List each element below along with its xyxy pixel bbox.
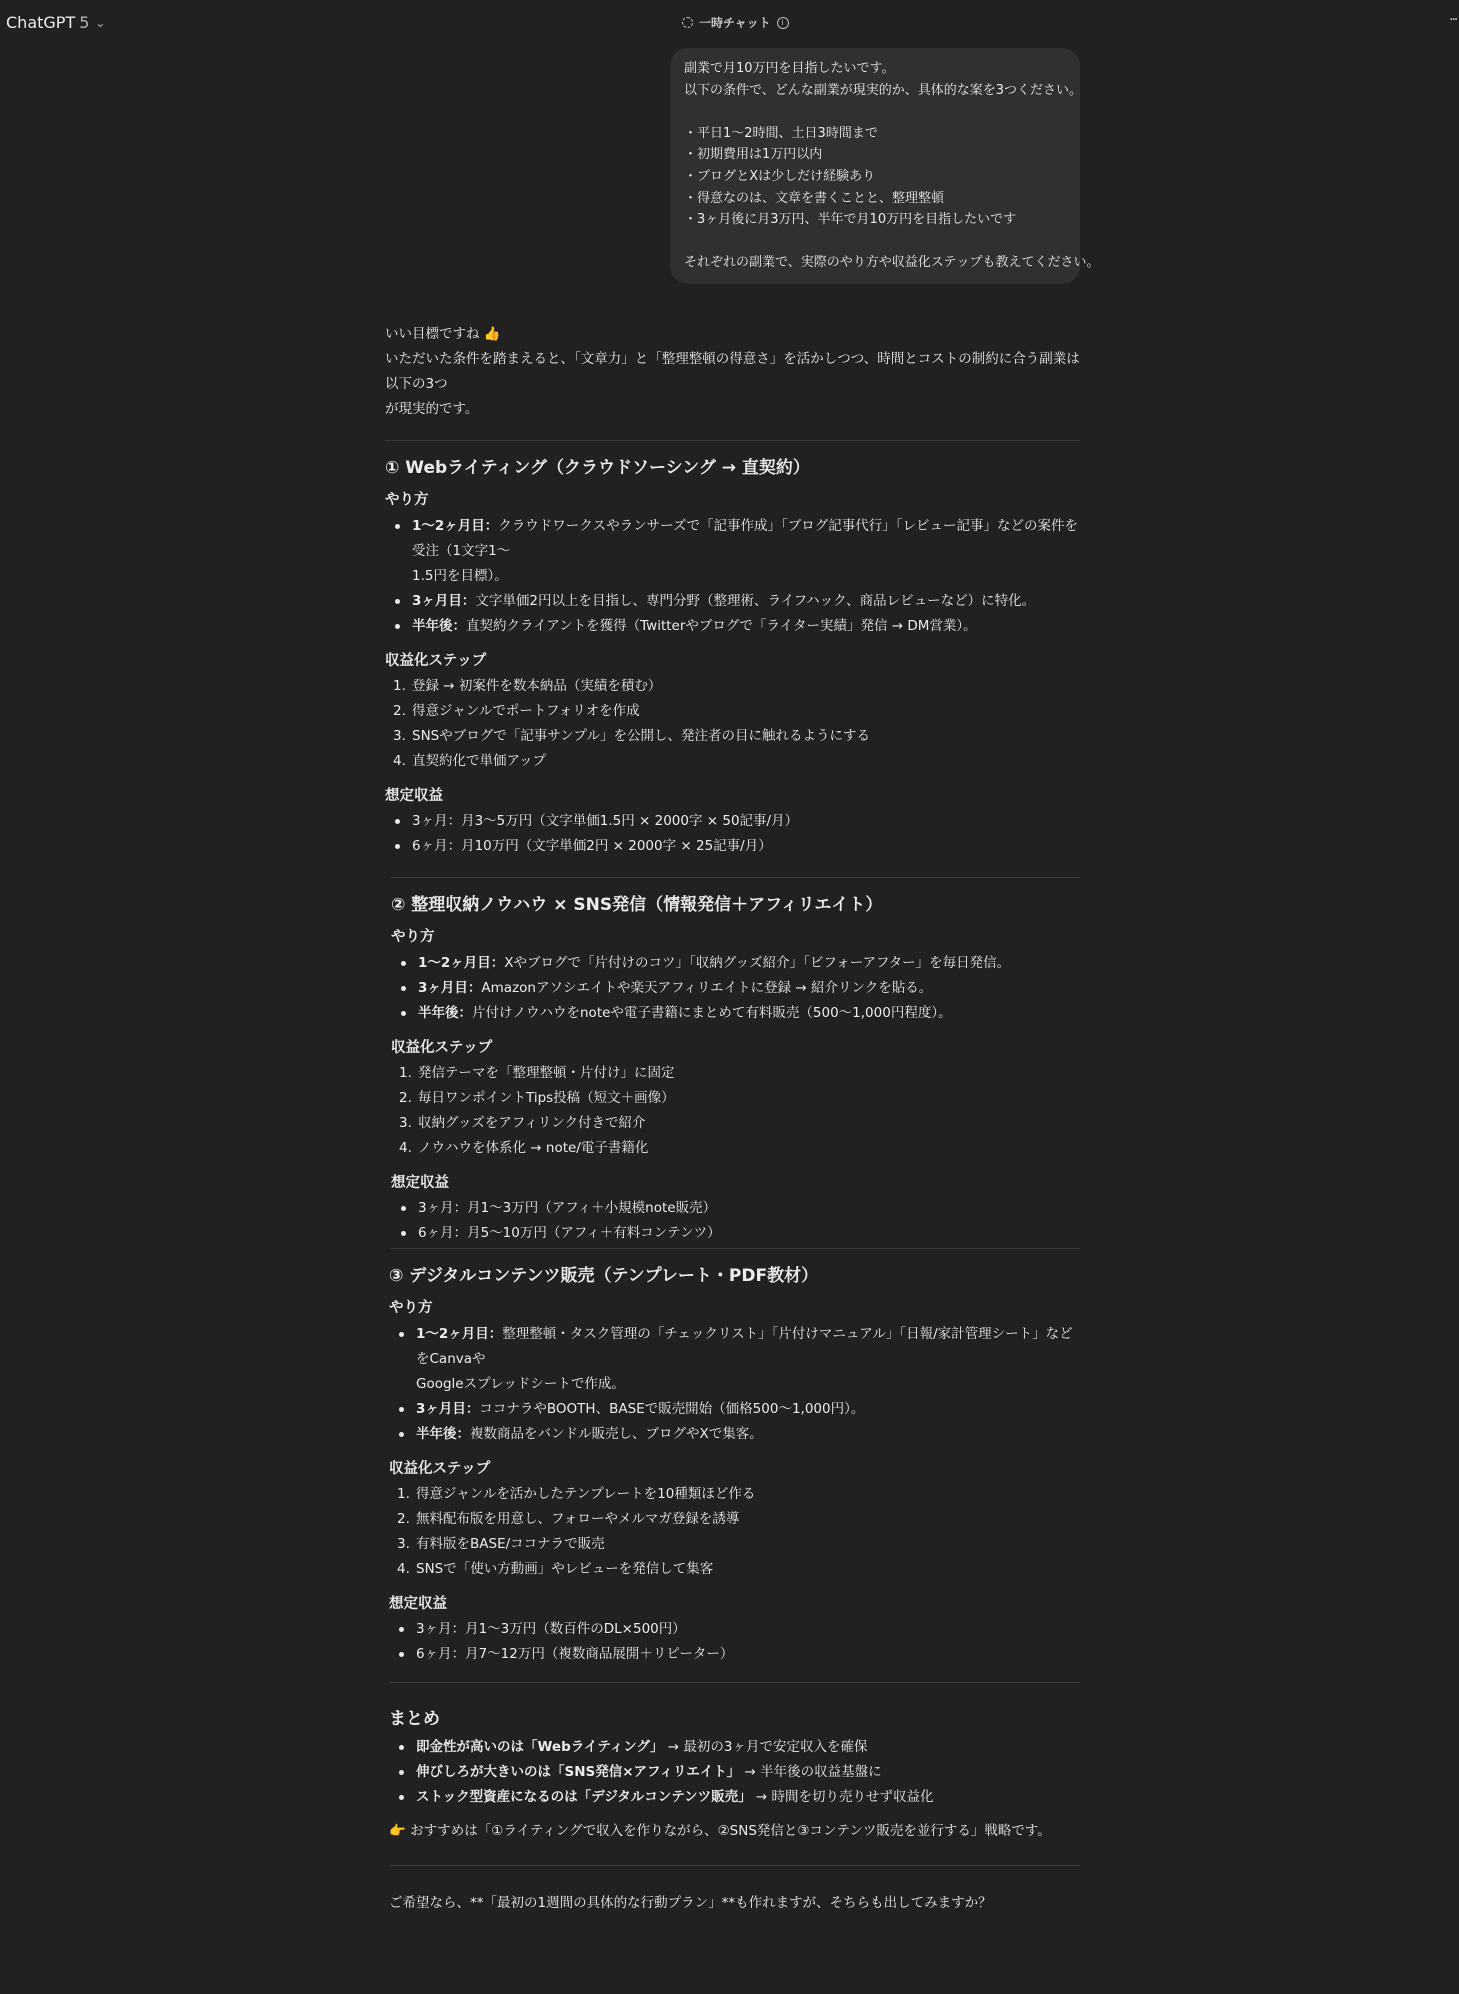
list-item: 半年後：直契約クライアントを獲得（Twitterやブログで「ライター実績」発信 → DM営業）。 [385, 614, 1080, 639]
list-item: 1〜2ヶ月目：クラウドワークスやランサーズで「記事作成」「ブログ記事代行」「レビュー記事」などの案件を受注（1文字1〜 1.5円を目標）。 [385, 514, 1080, 589]
list-item: ストック型資産になるのは「デジタルコンテンツ販売」 → 時間を切り売りせず収益化 [389, 1785, 1080, 1810]
user-message-line: ・平日1〜2時間、土日3時間まで [684, 125, 878, 141]
list-item: 3. 収納グッズをアフィリンク付きで紹介 [399, 1115, 646, 1131]
subsection-title: 想定収益 [385, 788, 443, 804]
model-version: 5 [79, 13, 90, 32]
divider [385, 440, 1080, 441]
list-item: 即金性が高いのは「Webライティング」 → 最初の3ヶ月で安定収入を確保 [389, 1735, 1080, 1760]
section-sns [391, 893, 1080, 1246]
list-item: 1. 得意ジャンルを活かしたテンプレートを10種類ほど作る [397, 1486, 756, 1502]
list-item: 2. 毎日ワンポイントTips投稿（短文＋画像） [399, 1090, 675, 1106]
list-item: 3ヶ月：月1〜3万円（アフィ＋小規模note販売） [391, 1196, 1080, 1221]
subsection-title: やり方 [385, 492, 429, 508]
subsection-title: 収益化ステップ [385, 653, 487, 669]
section-digital-content [389, 1264, 1080, 1667]
list-item: 6ヶ月：月7〜12万円（複数商品展開＋リピーター） [389, 1642, 1080, 1667]
list-item: 半年後：複数商品をバンドル販売し、ブログやXで集客。 [389, 1422, 1080, 1447]
user-message-line: それぞれの副業で、実際のやり方や収益化ステップも教えてください。 [684, 255, 1100, 271]
list-item: 4. ノウハウを体系化 → note/電子書籍化 [399, 1140, 649, 1156]
info-icon[interactable]: i [777, 17, 789, 29]
divider [389, 1865, 1080, 1866]
subsection-title: やり方 [391, 929, 435, 945]
list-item: 3. SNSやブログで「記事サンプル」を公開し、発注者の目に触れるようにする [393, 728, 871, 744]
user-message [670, 48, 1100, 284]
subsection-title: 収益化ステップ [391, 1040, 493, 1056]
list-item: 6ヶ月：月5〜10万円（アフィ＋有料コンテンツ） [391, 1221, 1080, 1246]
list-item: 伸びしろが大きいのは「SNS発信×アフィリエイト」 → 半年後の収益基盤に [389, 1760, 1080, 1785]
user-message-line: ・3ヶ月後に月3万円、半年で月10万円を目指したいです [684, 212, 1017, 228]
intro-text: いただいた条件を踏まえると、「文章力」と「整理整頓の得意さ」を活かしつつ、時間とコストの制約に合う副業は以下の3つ [385, 351, 1080, 392]
list-item: 4. 直契約化で単価アップ [393, 753, 547, 769]
list-item: 2. 無料配布版を用意し、フォローやメルマガ登録を誘導 [397, 1511, 740, 1527]
user-message-line: ・ブログとXは少しだけ経験あり [684, 168, 876, 184]
model-name: ChatGPT [6, 13, 76, 32]
subsection-title: 想定収益 [389, 1596, 447, 1612]
divider [389, 1682, 1080, 1683]
section-title: ③ デジタルコンテンツ販売（テンプレート・PDF教材） [389, 1266, 819, 1286]
divider [391, 877, 1080, 878]
temporary-chat-icon [682, 17, 693, 28]
user-message-line: ・初期費用は1万円以内 [684, 147, 823, 163]
section-web-writing [385, 456, 1080, 859]
user-message-line: ・得意なのは、文章を書くことと、整理整頓 [684, 190, 945, 206]
list-item: 6ヶ月：月10万円（文字単価2円 × 2000字 × 25記事/月） [385, 834, 1080, 859]
model-selector[interactable] [6, 13, 105, 32]
user-message-line: 副業で月10万円を目指したいです。 [684, 61, 895, 76]
subsection-title: 想定収益 [391, 1175, 449, 1191]
list-item: 3ヶ月：月3〜5万円（文字単価1.5円 × 2000字 × 50記事/月） [385, 809, 1080, 834]
list-item: 3ヶ月目：文字単価2円以上を目指し、専門分野（整理術、ライフハック、商品レビューなど）に特化。 [385, 589, 1080, 614]
list-item: 1. 発信テーマを「整理整頓・片付け」に固定 [399, 1065, 675, 1081]
top-bar [0, 0, 1459, 46]
more-options-icon[interactable]: ··· [1449, 12, 1457, 28]
list-item: 1. 登録 → 初案件を数本納品（実績を積む） [393, 678, 662, 694]
list-item: 3. 有料版をBASE/ココナラで販売 [397, 1536, 605, 1552]
list-item: 1〜2ヶ月目：整理整頓・タスク管理の「チェックリスト」「片付けマニュアル」「日報/家計管理シート」などをCanvaや Googleスプレッドシートで作成。 [389, 1322, 1080, 1397]
recommendation: 👉 おすすめは「①ライティングで収入を作りながら、②SNS発信と③コンテンツ販売を並行する」戦略です。 [389, 1823, 1051, 1839]
section-summary [389, 1707, 1080, 1844]
intro-greeting: いい目標ですね 👍 [385, 326, 501, 342]
list-item: 3ヶ月目：Amazonアソシエイトや楽天アフィリエイトに登録 → 紹介リンクを貼る。 [391, 976, 1080, 1001]
chevron-down-icon: ⌄ [95, 15, 106, 30]
list-item: 半年後：片付けノウハウをnoteや電子書籍にまとめて有料販売（500〜1,000円程度）。 [391, 1001, 1080, 1026]
divider [391, 1248, 1080, 1249]
assistant-message [385, 322, 1080, 1916]
list-item: 1〜2ヶ月目：Xやブログで「片付けのコツ」「収納グッズ紹介」「ビフォーアフター」を毎日発信。 [391, 951, 1080, 976]
list-item: 3ヶ月：月1〜3万円（数百件のDL×500円） [389, 1617, 1080, 1642]
intro-text: が現実的です。 [385, 401, 479, 417]
section-title: ① Webライティング（クラウドソーシング → 直契約） [385, 458, 810, 478]
closing-question: ご希望なら、**「最初の1週間の具体的な行動プラン」**も作れますが、そちらも出してみますか？ [389, 1895, 992, 1911]
list-item: 4. SNSで「使い方動画」やレビューを発信して集客 [397, 1561, 714, 1577]
list-item: 2. 得意ジャンルでポートフォリオを作成 [393, 703, 640, 719]
subsection-title: 収益化ステップ [389, 1461, 491, 1477]
list-item: 3ヶ月目：ココナラやBOOTH、BASEで販売開始（価格500〜1,000円）。 [389, 1397, 1080, 1422]
subsection-title: やり方 [389, 1300, 433, 1316]
temporary-chat-label: 一時チャット [699, 16, 771, 30]
temporary-chat-indicator [682, 14, 789, 31]
section-title: ② 整理収納ノウハウ × SNS発信（情報発信＋アフィリエイト） [391, 895, 883, 915]
user-message-line: 以下の条件で、どんな副業が現実的か、具体的な案を3つください。 [684, 82, 1083, 98]
section-title: まとめ [389, 1709, 440, 1729]
